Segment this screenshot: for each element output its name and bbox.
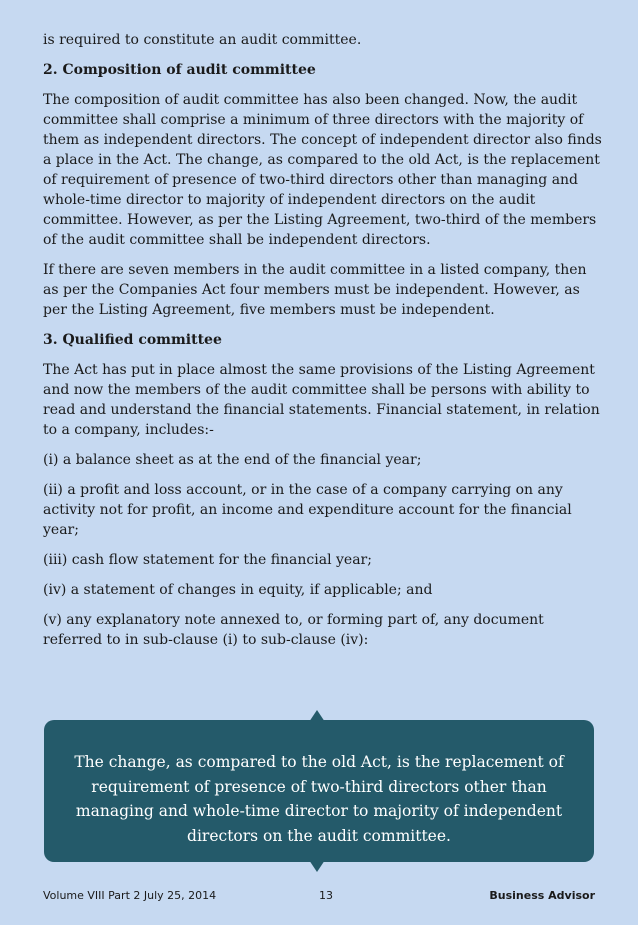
list-item-equity-changes: (iv) a statement of changes in equity, if applicable; and [43, 582, 433, 598]
composition-paragraph: The composition of audit committee has also been changed. Now, the audit committee shall comprise a minimum of three directors with the majority of them as independent directors. The concept of independent director also finds a place in the Act. The change, as compared to the old Act, is the replacement of requirement of presence of two-third directors other than managing and whole-time director to majority of independent directors on the audit committee. However, as per the Listing Agreement, two-third of the members of the audit committee shall be independent directors. [43, 92, 602, 248]
section-heading-qualified: 3. Qualified committee [43, 332, 222, 348]
article-body [43, 30, 603, 660]
example-paragraph: If there are seven members in the audit committee in a listed company, then as per the Companies Act four members must be independent. However, as per the Listing Agreement, five members must be independent. [43, 262, 587, 318]
section-heading-composition: 2. Composition of audit committee [43, 62, 316, 78]
callout-bottom-pointer [309, 860, 325, 872]
qualified-paragraph: The Act has put in place almost the same provisions of the Listing Agreement and now the members of the audit committee shall be persons with ability to read and understand the financial statements. Financial statement, in relation to a company, includes:- [43, 362, 600, 438]
intro-paragraph: is required to constitute an audit committee. [43, 32, 362, 48]
pull-quote-text: The change, as compared to the old Act, is the replacement of requirement of presence of two-third directors other than managing and whole-time director to majority of independent directors on the audit committee. [74, 753, 564, 845]
list-item-balance-sheet: (i) a balance sheet as at the end of the financial year; [43, 452, 422, 468]
list-item-cash-flow: (iii) cash flow statement for the financial year; [43, 552, 372, 568]
footer-issue: Volume VIII Part 2 July 25, 2014 [43, 889, 217, 902]
footer-page-number: 13 [319, 889, 333, 902]
list-item-explanatory-note: (v) any explanatory note annexed to, or forming part of, any document referred to in sub-clause (i) to sub-clause (iv): [43, 612, 544, 648]
pull-quote-callout [44, 720, 594, 862]
list-item-profit-loss: (ii) a profit and loss account, or in the case of a company carrying on any activity not for profit, an income and expenditure account for the financial year; [43, 482, 572, 538]
footer-publication: Business Advisor [489, 889, 595, 902]
